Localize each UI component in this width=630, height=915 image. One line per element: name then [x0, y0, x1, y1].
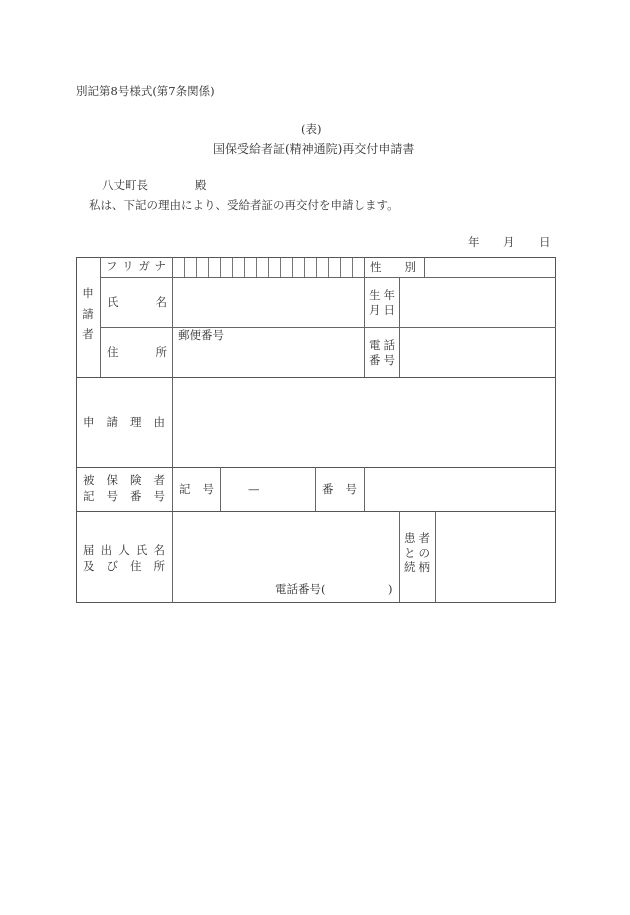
- label-char: 所: [153, 558, 165, 573]
- label-char: 出: [100, 543, 113, 557]
- reason-input[interactable]: [173, 378, 555, 467]
- symbol-dash: —: [248, 482, 260, 496]
- label-char: 者: [153, 473, 165, 487]
- form-title: 国保受給者証(精神通院)再交付申請書: [213, 142, 415, 156]
- label-char: 険: [130, 473, 142, 487]
- relation-input[interactable]: [436, 512, 555, 602]
- label-char: 話: [383, 338, 395, 352]
- birthdate-input[interactable]: [400, 278, 555, 327]
- label-char: 届: [83, 543, 95, 557]
- gender-label: [370, 262, 416, 274]
- insured-label-line1: [83, 475, 165, 487]
- application-statement: 私は、下記の理由により、受給者証の再交付を申請します。: [89, 198, 399, 212]
- label-char: 号: [106, 488, 118, 503]
- label-char: 請: [82, 306, 94, 321]
- divider: [315, 467, 316, 511]
- label-char: 記: [179, 482, 191, 496]
- symbol-input[interactable]: [221, 468, 315, 511]
- symbol-label: [179, 484, 214, 496]
- label-char: び: [106, 558, 118, 573]
- label-char: 月: [369, 302, 381, 317]
- notifier-label: [83, 545, 165, 572]
- label-char: 番: [130, 488, 142, 503]
- birthdate-label: [369, 290, 395, 316]
- label-char: 年: [383, 288, 395, 302]
- divider: [399, 511, 400, 602]
- label-char: 氏: [135, 543, 148, 557]
- label-char: 被: [83, 473, 95, 487]
- label-char: 理: [130, 415, 142, 429]
- label-char: 者: [418, 531, 430, 545]
- label-char: 号: [383, 352, 395, 367]
- label-char: 番: [322, 482, 334, 496]
- notifier-label-line1: [83, 545, 165, 557]
- label-char: 氏: [107, 295, 119, 309]
- label-char: 続: [404, 560, 416, 574]
- label-char: 性: [370, 260, 382, 274]
- number-input[interactable]: [365, 468, 555, 511]
- furigana-input[interactable]: [173, 258, 364, 277]
- label-char: 号: [153, 488, 165, 503]
- gender-input[interactable]: [425, 258, 555, 277]
- reason-label: [83, 417, 165, 429]
- label-char: 柄: [418, 560, 430, 574]
- addressee: 八丈町長: [102, 178, 148, 192]
- phone-label: [369, 340, 395, 366]
- label-char: 号: [202, 482, 214, 496]
- insured-label: [83, 475, 165, 502]
- label-char: 電: [369, 338, 381, 352]
- label-char: 記: [83, 488, 95, 503]
- label-char: 日: [383, 302, 395, 317]
- notifier-phone-input[interactable]: [337, 580, 385, 598]
- label-char: 申: [82, 286, 94, 300]
- label-char: 生: [369, 288, 381, 302]
- date-year: 年: [468, 235, 480, 249]
- label-char: 人: [118, 543, 130, 557]
- postal-code-label: 郵便番号: [178, 328, 224, 342]
- label-char: ナ: [154, 259, 166, 273]
- divider: [100, 257, 101, 377]
- form-number: 別記第8号様式(第7条関係): [76, 84, 215, 98]
- label-char: フ: [106, 259, 118, 273]
- label-char: 名: [155, 295, 167, 309]
- phone-input[interactable]: [400, 328, 555, 377]
- notifier-label-line2: [83, 558, 165, 573]
- relation-label: [404, 533, 430, 574]
- label-char: 患: [404, 531, 416, 545]
- form-side: (表): [301, 122, 322, 136]
- applicant-section-label: [76, 288, 100, 341]
- address-label: [107, 347, 167, 359]
- label-char: 由: [153, 415, 165, 429]
- table-border-right: [555, 257, 556, 603]
- notifier-input[interactable]: [173, 512, 399, 576]
- furigana-label: [106, 261, 166, 273]
- label-char: 名: [153, 543, 165, 557]
- address-input[interactable]: [173, 343, 364, 377]
- addressee-honorific: 殿: [195, 178, 207, 192]
- label-char: 番: [369, 352, 381, 367]
- date-day: 日: [539, 235, 551, 249]
- label-char: と: [404, 545, 416, 560]
- notifier-phone-label: 電話番号(: [275, 582, 326, 596]
- date-month: 月: [503, 235, 515, 249]
- insured-label-line2: [83, 488, 165, 503]
- name-input[interactable]: [173, 278, 364, 327]
- label-char: 所: [155, 345, 167, 359]
- label-char: の: [418, 545, 430, 560]
- label-char: 者: [82, 327, 94, 341]
- label-char: 住: [130, 558, 142, 573]
- label-char: ガ: [138, 259, 150, 273]
- name-label: [107, 297, 167, 309]
- label-char: 保: [106, 473, 118, 487]
- label-char: 別: [404, 260, 416, 274]
- table-border-bottom: [76, 602, 556, 603]
- label-char: 号: [345, 482, 357, 496]
- label-char: 請: [106, 415, 118, 429]
- label-char: 申: [83, 415, 95, 429]
- divider: [364, 257, 365, 377]
- label-char: 住: [107, 345, 119, 359]
- label-char: リ: [122, 259, 134, 273]
- notifier-phone-close: ): [388, 582, 393, 596]
- label-char: 及: [83, 558, 95, 573]
- number-label: [322, 484, 357, 496]
